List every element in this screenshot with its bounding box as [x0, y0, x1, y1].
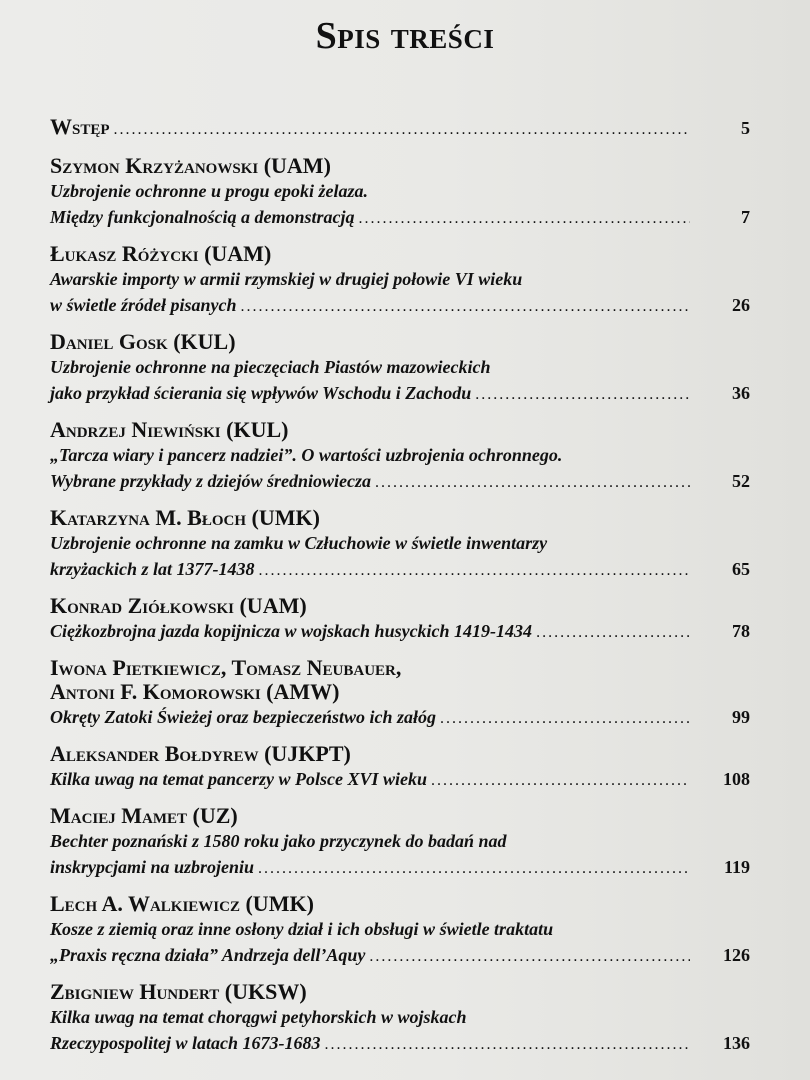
toc-entry: [50, 804, 750, 882]
dot-leader: [114, 121, 690, 139]
dot-leader: [375, 470, 690, 496]
dot-leader: [475, 382, 690, 408]
toc-entry-title-row: [50, 204, 750, 232]
toc-entry-page-number: 36: [732, 383, 750, 403]
toc-entry-page-number: 65: [732, 559, 750, 579]
toc-entry-page-number: 108: [723, 769, 750, 789]
page-title: Spis treści: [315, 15, 495, 57]
dot-leader: [536, 620, 690, 646]
toc-entry-author: Katarzyna M. Błoch (UMK): [50, 505, 320, 530]
toc-entry-title-line: Kilka uwag na temat chorągwi petyhorskich w wojskach: [50, 1007, 467, 1027]
toc-entry-title-row: [50, 556, 750, 584]
toc-entry: [50, 656, 750, 732]
toc-entry-author: Andrzej Niewiński (KUL): [50, 417, 289, 442]
dot-leader: [440, 706, 690, 732]
toc-entry-title-line: Uzbrojenie ochronne na pieczęciach Piastów mazowieckich: [50, 357, 491, 377]
toc-entry-page-number: 52: [732, 471, 750, 491]
toc-entry-title-line: Bechter poznański z 1580 roku jako przyczynek do badań nad: [50, 831, 507, 851]
toc-entry: [50, 242, 750, 320]
toc-intro-label: Wstęp: [50, 114, 110, 139]
toc-entry: [50, 980, 750, 1058]
table-of-contents: [50, 110, 750, 1058]
toc-entry-author: Daniel Gosk (KUL): [50, 329, 236, 354]
toc-entry-title-row: [50, 766, 750, 794]
dot-leader: [241, 294, 690, 320]
toc-entry-title-line: w świetle źródeł pisanych: [50, 295, 237, 315]
toc-entry-title-line: Kosze z ziemią oraz inne osłony dział i ich obsługi w świetle traktatu: [50, 919, 554, 939]
toc-intro-row: [50, 114, 750, 140]
dot-leader: [431, 768, 690, 794]
toc-entry-title-row: [50, 854, 750, 882]
toc-entry: [50, 154, 750, 232]
toc-entry-page-number: 136: [723, 1033, 750, 1053]
toc-entry-page-number: 126: [723, 945, 750, 965]
toc-entry-title-row: [50, 380, 750, 408]
toc-entry-page-number: 99: [732, 707, 750, 727]
toc-entry-title-line: Rzeczypospolitej w latach 1673-1683: [50, 1033, 321, 1053]
toc-entry: [50, 892, 750, 970]
toc-entries: [50, 154, 750, 1058]
toc-entry-title-row: [50, 704, 750, 732]
toc-entry-title-line: Kilka uwag na temat pancerzy w Polsce XVI wieku: [50, 769, 428, 789]
dot-leader: [324, 1032, 690, 1058]
toc-entry: [50, 330, 750, 408]
toc-entry-page-number: 119: [723, 857, 750, 877]
toc-entry-author: Maciej Mamet (UZ): [50, 803, 238, 828]
toc-entry-title-line: Okręty Zatoki Świeżej oraz bezpieczeństwo ich załóg: [50, 707, 436, 727]
dot-leader: [369, 944, 690, 970]
toc-entry-author: Antoni F. Komorowski (AMW): [50, 679, 340, 704]
toc-entry-title-row: [50, 1030, 750, 1058]
toc-entry-title-line: Wybrane przykłady z dziejów średniowiecza: [50, 471, 372, 491]
dot-leader: [359, 206, 690, 232]
toc-entry-page-number: 26: [732, 295, 750, 315]
toc-entry-title-line: „Praxis ręczna działa” Andrzeja dell’Aquy: [50, 945, 366, 965]
toc-entry-page-number: 78: [732, 621, 750, 641]
toc-entry-title-line: „Tarcza wiary i pancerz nadziei”. O wartości uzbrojenia ochronnego.: [50, 445, 563, 465]
dot-leader: [258, 856, 690, 882]
toc-entry-title-row: [50, 468, 750, 496]
toc-entry-title-row: [50, 618, 750, 646]
toc-entry-title-line: Awarskie importy w armii rzymskiej w drugiej połowie VI wieku: [50, 269, 523, 289]
toc-entry: [50, 594, 750, 646]
toc-intro-page: 5: [741, 118, 750, 138]
toc-entry-author: Iwona Pietkiewicz, Tomasz Neubauer,: [50, 655, 402, 680]
toc-entry: [50, 418, 750, 496]
toc-entry-title-line: Uzbrojenie ochronne u progu epoki żelaza.: [50, 181, 369, 201]
toc-entry-author: Aleksander Bołdyrew (UJKPT): [50, 741, 351, 766]
toc-entry-author: Łukasz Różycki (UAM): [50, 241, 272, 266]
toc-entry: [50, 506, 750, 584]
toc-entry-author: Lech A. Walkiewicz (UMK): [50, 891, 314, 916]
toc-entry-title-line: Uzbrojenie ochronne na zamku w Człuchowie w świetle inwentarzy: [50, 533, 548, 553]
toc-entry-author: Konrad Ziółkowski (UAM): [50, 593, 307, 618]
toc-entry-title-line: Ciężkozbrojna jazda kopijnicza w wojskach husyckich 1419-1434: [50, 621, 533, 641]
toc-entry-title-line: inskrypcjami na uzbrojeniu: [50, 857, 255, 877]
toc-entry-title-row: [50, 942, 750, 970]
dot-leader: [259, 558, 691, 584]
toc-entry: [50, 742, 750, 794]
toc-entry-title-row: [50, 292, 750, 320]
toc-entry-author: Zbigniew Hundert (UKSW): [50, 979, 307, 1004]
toc-entry-page-number: 7: [741, 207, 750, 227]
toc-entry-author: Szymon Krzyżanowski (UAM): [50, 153, 331, 178]
toc-entry-title-line: Między funkcjonalnością a demonstracją: [50, 207, 355, 227]
toc-entry-title-line: jako przykład ścierania się wpływów Wschodu i Zachodu: [50, 383, 472, 403]
toc-entry-title-line: krzyżackich z lat 1377-1438: [50, 559, 255, 579]
